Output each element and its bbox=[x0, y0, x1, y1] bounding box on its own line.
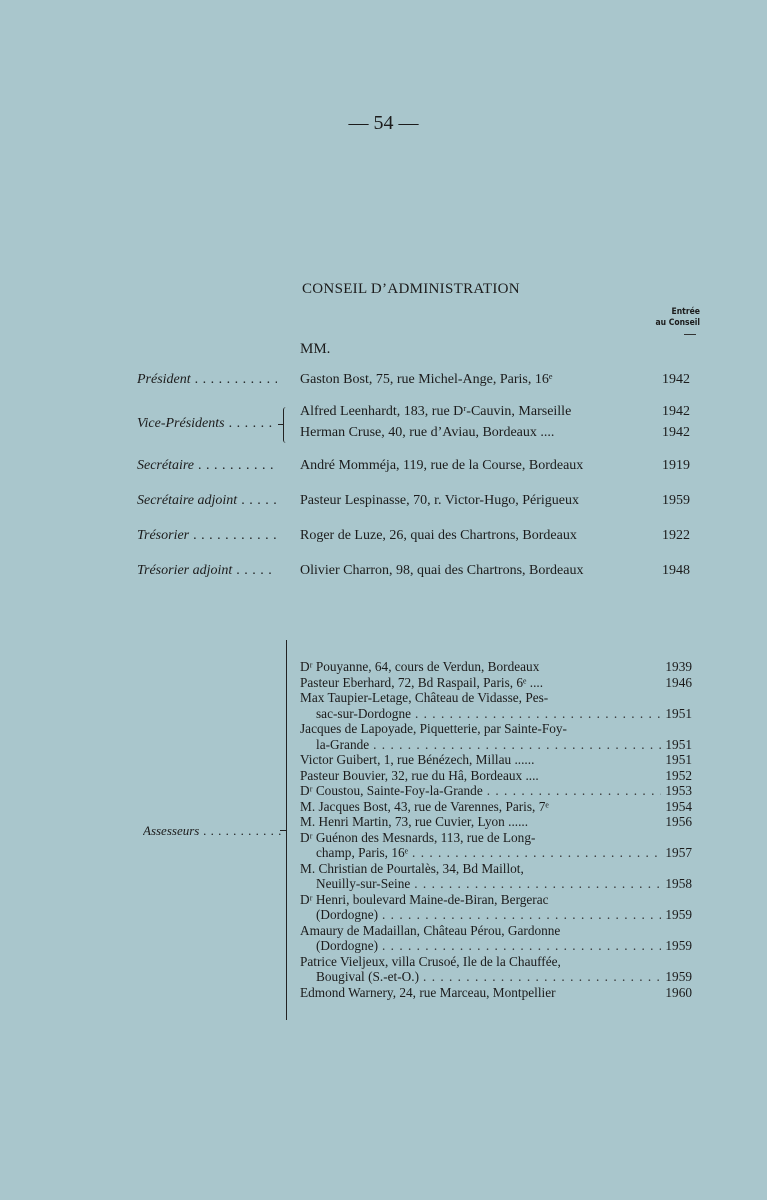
assesseur-line bbox=[300, 814, 692, 830]
entry-text: Gaston Bost, 75, rue Michel-Ange, Paris, 16ᵉ bbox=[300, 372, 553, 387]
page-title: CONSEIL D’ADMINISTRATION bbox=[302, 281, 520, 297]
assesseur-year: 1939 bbox=[665, 659, 692, 674]
leader-dots bbox=[415, 706, 661, 722]
leader-dots bbox=[373, 737, 661, 753]
mm-label: MM. bbox=[300, 341, 331, 357]
assesseur-text: Victor Guibert, 1, rue Bénézech, Millau ...... bbox=[300, 752, 535, 767]
assesseur-year: 1951 bbox=[665, 705, 692, 721]
assesseur-line bbox=[300, 752, 692, 768]
assesseur-year: 1953 bbox=[665, 783, 692, 798]
assesseur-line bbox=[300, 845, 692, 861]
assesseurs-bracket bbox=[286, 640, 287, 1020]
assesseur-line bbox=[300, 721, 692, 737]
assesseur-line bbox=[300, 954, 692, 970]
assesseur-text: champ, Paris, 16ᵉ bbox=[316, 845, 409, 860]
vice-presidents-group bbox=[0, 404, 767, 448]
entry-year: 1942 bbox=[662, 404, 690, 419]
assesseur-line bbox=[300, 706, 692, 722]
entry-text: Roger de Luze, 26, quai des Chartrons, Bordeaux bbox=[300, 528, 577, 543]
role-label: Trésorier adjoint . . . bbox=[137, 563, 277, 579]
assesseur-text: Bougival (S.-et-O.) bbox=[316, 969, 420, 984]
entry-year: 1942 bbox=[662, 425, 690, 440]
entry-text: Pasteur Lespinasse, 70, r. Victor-Hugo, Périgueux bbox=[300, 493, 579, 508]
role-label: Secrétaire adjoint . . . bbox=[137, 493, 277, 509]
assesseur-year: 1960 bbox=[665, 984, 692, 1000]
column-header-entree bbox=[630, 307, 700, 335]
assesseur-text: (Dordogne) bbox=[316, 938, 379, 953]
assesseur-year: 1957 bbox=[665, 845, 692, 860]
header-dash bbox=[684, 334, 696, 335]
assesseur-text: M. Jacques Bost, 43, rue de Varennes, Paris, 7ᵉ bbox=[300, 798, 549, 814]
leader-dots bbox=[382, 907, 661, 923]
assesseur-line bbox=[300, 659, 692, 675]
entry-text: André Momméja, 119, rue de la Course, Bordeaux bbox=[300, 458, 584, 473]
officer-entry bbox=[300, 563, 690, 579]
column-header-line1: Entrée bbox=[671, 307, 700, 317]
column-header-line2: au Conseil bbox=[655, 318, 700, 328]
assesseur-year: 1952 bbox=[665, 767, 692, 783]
entry-year: 1919 bbox=[662, 458, 690, 473]
entry-year: 1942 bbox=[662, 372, 690, 387]
assesseurs-label: Assesseurs . . . bbox=[143, 823, 283, 839]
assesseur-text: Dʳ Pouyanne, 64, cours de Verdun, Bordeaux bbox=[300, 659, 540, 674]
assesseur-line bbox=[300, 892, 692, 908]
assesseur-line bbox=[300, 737, 692, 753]
assesseur-text: Neuilly-sur-Seine bbox=[316, 876, 411, 891]
entry-text: Alfred Leenhardt, 183, rue Dʳ-Cauvin, Marseille bbox=[300, 404, 572, 419]
entry-year: 1959 bbox=[662, 493, 690, 508]
assesseur-text: Pasteur Eberhard, 72, Bd Raspail, Paris, 6ᵉ .... bbox=[300, 674, 544, 690]
assesseur-year: 1946 bbox=[665, 674, 692, 690]
leader-dots bbox=[412, 845, 661, 861]
assesseur-year: 1951 bbox=[665, 736, 692, 752]
vp-entry bbox=[300, 404, 690, 420]
page-number: — 54 — bbox=[348, 112, 419, 134]
assesseur-line bbox=[300, 876, 692, 892]
entry-year: 1948 bbox=[662, 563, 690, 578]
role-label: Vice-Présidents . . . bbox=[137, 416, 277, 432]
officer-entry bbox=[300, 493, 690, 509]
role-label: Président . . . bbox=[137, 372, 277, 388]
assesseur-line bbox=[300, 690, 692, 706]
assesseur-text: Max Taupier-Letage, Château de Vidasse, Pes- bbox=[300, 690, 549, 705]
assesseur-line bbox=[300, 907, 692, 923]
assesseur-text: la-Grande bbox=[316, 736, 370, 752]
vp-entry bbox=[300, 425, 690, 441]
assesseur-text: M. Henri Martin, 73, rue Cuvier, Lyon ...... bbox=[300, 814, 529, 829]
officer-entry bbox=[300, 528, 690, 544]
assesseur-year: 1959 bbox=[665, 907, 692, 922]
assesseur-line bbox=[300, 783, 692, 799]
assesseur-year: 1954 bbox=[665, 798, 692, 814]
assesseur-text: Jacques de Lapoyade, Piquetterie, par Sainte-Foy- bbox=[300, 721, 567, 736]
entry-text: Olivier Charron, 98, quai des Chartrons, Bordeaux bbox=[300, 563, 584, 578]
assesseur-text: M. Christian de Pourtalès, 34, Bd Maillot, bbox=[300, 860, 524, 876]
assesseur-text: Patrice Vieljeux, villa Crusoé, Ile de la Chauffée, bbox=[300, 953, 561, 969]
assesseurs-list bbox=[300, 659, 692, 1000]
assesseur-line bbox=[300, 768, 692, 784]
assesseur-line bbox=[300, 675, 692, 691]
officer-entry bbox=[300, 458, 690, 474]
assesseur-text: Dʳ Henri, boulevard Maine-de-Biran, Bergerac bbox=[300, 891, 549, 907]
assesseur-line bbox=[300, 938, 692, 954]
officer-entry bbox=[300, 372, 690, 388]
assesseur-year: 1956 bbox=[665, 814, 692, 829]
assesseur-year: 1959 bbox=[665, 969, 692, 984]
role-label: Trésorier . . . bbox=[137, 528, 277, 544]
assesseur-text: Pasteur Bouvier, 32, rue du Hâ, Bordeaux .... bbox=[300, 767, 539, 783]
leader-dots bbox=[487, 783, 662, 799]
entry-year: 1922 bbox=[662, 528, 690, 543]
entry-text: Herman Cruse, 40, rue d’Aviau, Bordeaux .... bbox=[300, 425, 555, 440]
brace bbox=[283, 407, 290, 443]
assesseur-text: Dʳ Coustou, Sainte-Foy-la-Grande bbox=[300, 783, 483, 798]
leader-dots bbox=[414, 876, 661, 892]
role-label: Secrétaire . . . bbox=[137, 458, 277, 474]
assesseur-year: 1951 bbox=[665, 752, 692, 767]
assesseur-line bbox=[300, 830, 692, 846]
assesseur-text: sac-sur-Dordogne bbox=[316, 705, 411, 721]
assesseur-text: Edmond Warnery, 24, rue Marceau, Montpellier bbox=[300, 984, 556, 1000]
assesseur-year: 1959 bbox=[665, 938, 692, 953]
leader-dots bbox=[382, 938, 661, 954]
assesseur-line bbox=[300, 799, 692, 815]
leader-dots bbox=[423, 969, 661, 985]
assesseur-year: 1958 bbox=[665, 876, 692, 891]
assesseur-text: Dʳ Guénon des Mesnards, 113, rue de Long- bbox=[300, 829, 536, 845]
assesseur-line bbox=[300, 969, 692, 985]
assesseur-line bbox=[300, 923, 692, 939]
assesseur-text: (Dordogne) bbox=[316, 907, 379, 922]
assesseur-text: Amaury de Madaillan, Château Pérou, Gardonne bbox=[300, 922, 561, 938]
assesseur-line bbox=[300, 861, 692, 877]
assesseur-line bbox=[300, 985, 692, 1001]
